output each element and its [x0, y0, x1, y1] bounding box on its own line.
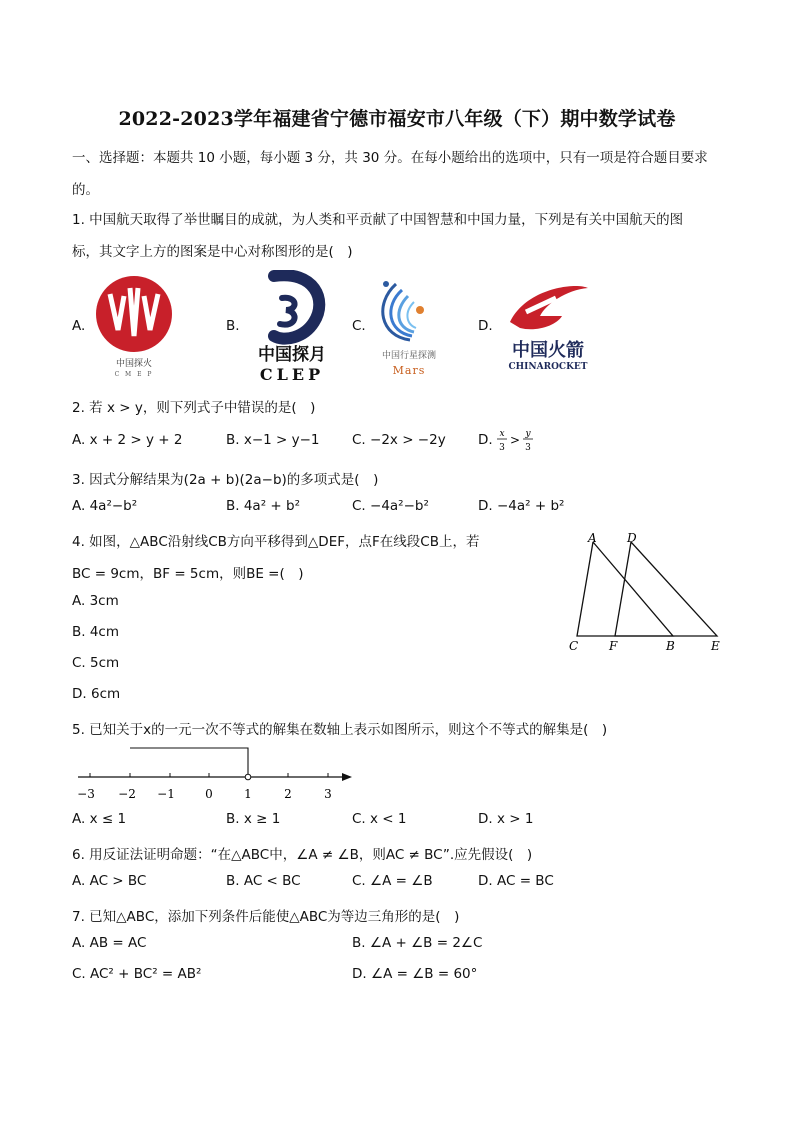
- question-7-stem: 7. 已知△ABC，添加下列条件后能使△ABC为等边三角形的是( ): [72, 909, 460, 925]
- question-3-stem: 3. 因式分解结果为(2a + b)(2a−b)的多项式是( ): [72, 472, 379, 488]
- tick-label: −2: [118, 787, 136, 801]
- triangle-abc: [577, 542, 673, 636]
- frac-right-num: y: [525, 429, 531, 439]
- solution-bracket: [130, 748, 248, 774]
- question-2-stem: 2. 若 x > y，则下列式子中错误的是( ): [72, 400, 316, 416]
- q7-option-d: D. ∠A = ∠B = 60°: [352, 966, 478, 982]
- label-b: B: [666, 639, 675, 653]
- svg-text:>: >: [509, 433, 521, 447]
- mars-logo-text: 中国行星探测: [381, 351, 437, 361]
- tick-label: 2: [284, 787, 292, 801]
- q6-option-b: B. AC < BC: [226, 873, 301, 889]
- page-title: 2022-2023学年福建省宁德市福安市八年级（下）期中数学试卷: [118, 108, 676, 130]
- cmep-logo-text: 中国探火: [115, 359, 153, 369]
- question-5-stem: 5. 已知关于x的一元一次不等式的解集在数轴上表示如图所示，则这个不等式的解集是( ): [72, 722, 608, 738]
- label-f: F: [609, 639, 618, 653]
- q1-option-b-label: B.: [226, 318, 240, 334]
- frac-left-num: x: [499, 429, 505, 439]
- planet-icon: [416, 306, 424, 314]
- open-endpoint: [245, 774, 251, 780]
- cmep-logo-sub: C M E P: [114, 371, 154, 378]
- rocket-swoosh-icon: [510, 286, 588, 329]
- tick-label: −3: [77, 787, 95, 801]
- q1-option-a-label: A.: [72, 318, 86, 334]
- mars-logo: [366, 274, 452, 378]
- frac-left-den: 3: [499, 443, 505, 453]
- q3-option-c: C. −4a²−b²: [352, 498, 429, 514]
- mars-logo-sub: Mars: [392, 364, 426, 377]
- q2-option-d: D.: [478, 432, 493, 448]
- q2-option-c: C. −2x > −2y: [352, 432, 446, 448]
- label-d: D: [627, 531, 637, 545]
- tick-label: 3: [324, 787, 332, 801]
- q4-option-b: B. 4cm: [72, 624, 120, 640]
- clep-logo: [244, 270, 340, 382]
- q6-option-d: D. AC = BC: [478, 873, 554, 889]
- q5-option-b: B. x ≥ 1: [226, 811, 281, 827]
- chinarocket-logo-sub: CHINAROCKET: [508, 362, 588, 372]
- section-heading-cont: 的。: [72, 182, 99, 198]
- label-e: E: [711, 639, 720, 653]
- question-1-stem: 1. 中国航天取得了举世瞩目的成就，为人类和平贡献了中国智慧和中国力量，下列是有关中国航天的图: [72, 212, 684, 228]
- tick-label: 1: [244, 787, 252, 801]
- question-6-stem: 6. 用反证法证明命题：“在△ABC中，∠A ≠ ∠B，则AC ≠ BC”.应先假设( ): [72, 847, 533, 863]
- q2-option-a: A. x + 2 > y + 2: [72, 432, 183, 448]
- q4-triangle-figure: [560, 528, 740, 658]
- q4-option-a: A. 3cm: [72, 593, 119, 609]
- q7-option-a: A. AB = AC: [72, 935, 147, 951]
- q7-option-c: C. AC² + BC² = AB²: [72, 966, 202, 982]
- q7-option-b: B. ∠A + ∠B = 2∠C: [352, 935, 483, 951]
- label-c: C: [569, 639, 579, 653]
- q3-option-d: D. −4a² + b²: [478, 498, 565, 514]
- label-a: A: [588, 531, 597, 545]
- clep-logo-text: 中国探月: [258, 345, 326, 365]
- question-4-stem-cont: BC = 9cm，BF = 5cm，则BE =( ): [72, 566, 304, 582]
- q5-number-line: [72, 740, 362, 804]
- q2-option-d-fraction: [496, 426, 536, 454]
- section-heading: 一、选择题：本题共 10 小题，每小题 3 分，共 30 分。在每小题给出的选项中，只有一项是符合题目要求: [72, 150, 708, 166]
- q1-option-d-label: D.: [478, 318, 493, 334]
- cmep-logo: [90, 274, 178, 378]
- q4-option-d: D. 6cm: [72, 686, 121, 702]
- q3-option-a: A. 4a²−b²: [72, 498, 138, 514]
- q5-option-d: D. x > 1: [478, 811, 534, 827]
- chinarocket-logo: [496, 282, 600, 372]
- tick-label: −1: [157, 787, 175, 801]
- question-1-stem-cont: 标，其文字上方的图案是中心对称图形的是( ): [72, 244, 353, 260]
- q5-option-a: A. x ≤ 1: [72, 811, 127, 827]
- q5-option-c: C. x < 1: [352, 811, 407, 827]
- clep-logo-sub: CLEP: [259, 365, 325, 382]
- q6-option-c: C. ∠A = ∠B: [352, 873, 433, 889]
- triangle-def: [615, 542, 717, 636]
- question-4-stem: 4. 如图，△ABC沿射线CB方向平移得到△DEF，点F在线段CB上，若: [72, 534, 480, 550]
- q1-option-c-label: C.: [352, 318, 366, 334]
- tick-label: 0: [205, 787, 213, 801]
- q2-option-b: B. x−1 > y−1: [226, 432, 320, 448]
- q6-option-a: A. AC > BC: [72, 873, 147, 889]
- q4-option-c: C. 5cm: [72, 655, 120, 671]
- q3-option-b: B. 4a² + b²: [226, 498, 300, 514]
- axis-arrow-icon: [342, 773, 352, 781]
- chinarocket-logo-text: 中国火箭: [512, 340, 584, 361]
- frac-right-den: 3: [525, 443, 531, 453]
